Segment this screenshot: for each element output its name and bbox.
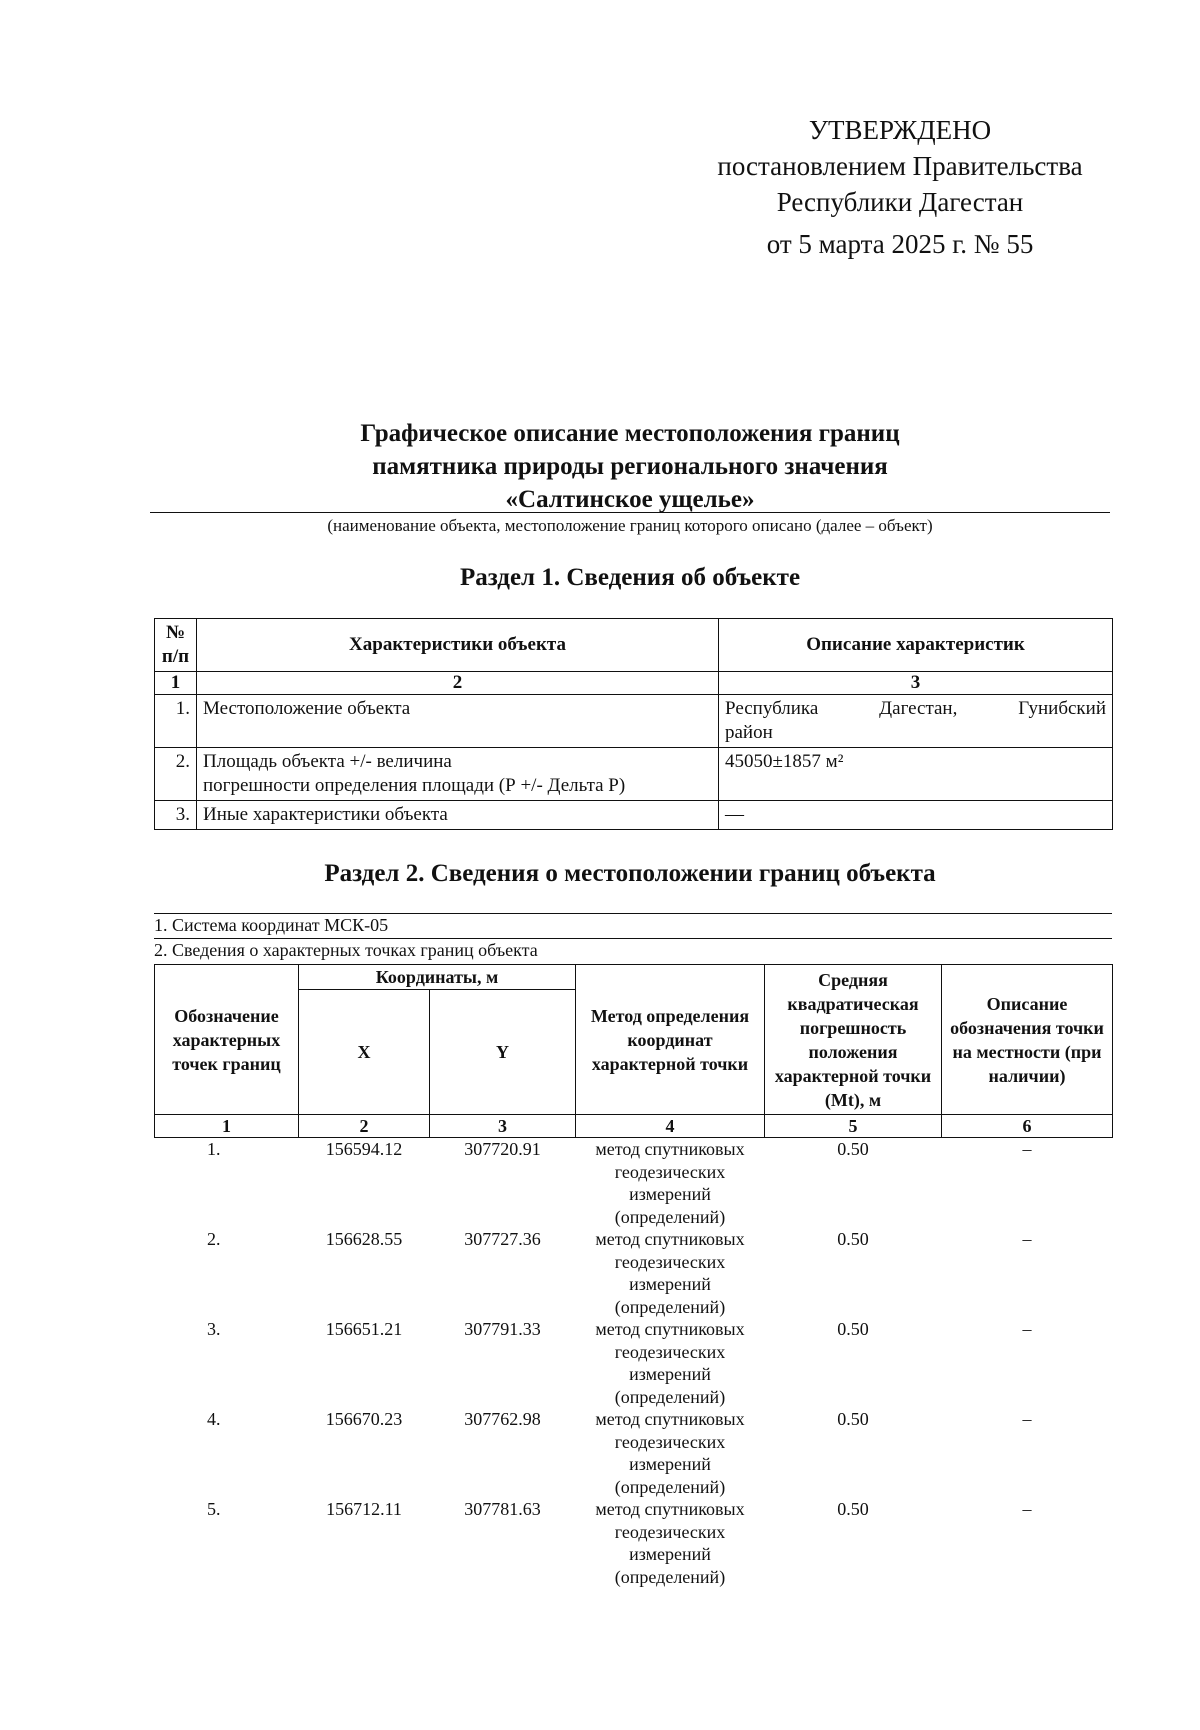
table-row (155, 801, 1113, 830)
row-number: 1. (155, 695, 197, 748)
characteristic-name: Иные характеристики объекта (197, 801, 719, 830)
table-row (155, 748, 1113, 801)
point-description: – (1022, 1409, 1032, 1429)
characteristic-name (197, 748, 719, 801)
table-header-row (155, 619, 1113, 672)
point-number: 3. (207, 1319, 221, 1339)
title-line: памятника природы регионального значения (372, 453, 888, 480)
value-line: район (725, 722, 773, 743)
characteristic-value: 45050±1857 м² (719, 748, 1113, 801)
point-mt: 0.50 (837, 1409, 869, 1429)
point-number: 4. (207, 1409, 221, 1429)
column-number: 1 (155, 672, 197, 695)
point-description: – (1022, 1139, 1032, 1159)
point-method: метод спутниковых геодезических измерений (определений) (595, 1409, 745, 1497)
object-info-table (154, 618, 1113, 830)
point-y: 307791.33 (464, 1319, 541, 1339)
column-number: 4 (576, 1115, 765, 1138)
row-number: 3. (155, 801, 197, 830)
column-number: 5 (765, 1115, 942, 1138)
approval-line: Республики Дагестан (776, 187, 1024, 217)
column-number: 3 (719, 672, 1113, 695)
table-header-row (155, 965, 1113, 990)
characteristic-value: — (719, 801, 1113, 830)
point-x: 156712.11 (326, 1499, 402, 1519)
row-number: 2. (155, 748, 197, 801)
header-cell: Описание характеристик (719, 619, 1113, 672)
title-line: Графическое описание местоположения границ (360, 420, 900, 447)
point-y: 307727.36 (464, 1229, 541, 1249)
header-x: X (299, 990, 430, 1115)
boundary-points-table (154, 964, 1113, 1588)
title-caption: (наименование объекта, местоположение границ которого описано (далее – объект) (327, 516, 933, 535)
points-title: 2. Сведения о характерных точках границ объекта (154, 938, 1112, 962)
header-coordinates: Координаты, м (299, 965, 576, 990)
point-description: – (1022, 1499, 1032, 1519)
characteristic-value (719, 695, 1113, 748)
point-mt: 0.50 (837, 1229, 869, 1249)
point-number: 5. (207, 1499, 221, 1519)
point-row (155, 1138, 1113, 1229)
title-line: «Салтинское ущелье» (505, 486, 755, 513)
point-description: – (1022, 1229, 1032, 1249)
point-y: 307720.91 (464, 1139, 541, 1159)
point-mt: 0.50 (837, 1319, 869, 1339)
title-underline (150, 512, 1110, 513)
column-number: 6 (942, 1115, 1113, 1138)
column-number: 2 (299, 1115, 430, 1138)
document-title (150, 417, 1110, 516)
coordinate-system: 1. Система координат МСК-05 (154, 913, 1112, 937)
point-mt: 0.50 (837, 1499, 869, 1519)
point-x: 156594.12 (325, 1139, 403, 1159)
point-x: 156670.23 (325, 1409, 403, 1429)
header-cell: № п/п (155, 619, 197, 672)
approval-date: от 5 марта 2025 г. № 55 (766, 229, 1034, 259)
approval-heading: УТВЕРЖДЕНО (808, 115, 992, 145)
column-number-row (155, 1115, 1113, 1138)
header-y: Y (430, 990, 576, 1115)
characteristic-name: Местоположение объекта (197, 695, 719, 748)
header-description: Описание обозначения точки на местности (при наличии) (942, 965, 1113, 1115)
approval-line: постановлением Правительства (717, 151, 1083, 181)
name-line: Площадь объекта +/- величина (203, 751, 452, 772)
point-x: 156628.55 (325, 1229, 403, 1249)
column-number: 2 (197, 672, 719, 695)
point-y: 307781.63 (464, 1499, 541, 1519)
header-designation: Обозначение характерных точек границ (155, 965, 299, 1115)
point-description: – (1022, 1319, 1032, 1339)
table-row (155, 695, 1113, 748)
name-line: погрешности определения площади (Р +/- Дельта Р) (203, 775, 626, 796)
column-number-row (155, 672, 1113, 695)
header-cell: Характеристики объекта (197, 619, 719, 672)
point-row (155, 1318, 1113, 1408)
point-number: 1. (207, 1139, 221, 1159)
point-method: метод спутниковых геодезических измерений (определений) (595, 1229, 745, 1317)
point-method: метод спутниковых геодезических измерений (определений) (595, 1139, 745, 1227)
header-method: Метод определения координат характерной точки (576, 965, 765, 1115)
point-row (155, 1498, 1113, 1588)
header-error: Средняя квадратическая погрешность положения характерной точки (Mt), м (765, 965, 942, 1115)
column-number: 3 (430, 1115, 576, 1138)
point-y: 307762.98 (464, 1409, 541, 1429)
point-x: 156651.21 (325, 1319, 403, 1339)
point-row (155, 1408, 1113, 1498)
point-mt: 0.50 (837, 1139, 869, 1159)
value-line: Республика Дагестан, Гунибский (725, 698, 1106, 719)
point-method: метод спутниковых геодезических измерений (определений) (595, 1319, 745, 1407)
column-number: 1 (155, 1115, 299, 1138)
section1-heading: Раздел 1. Сведения об объекте (459, 564, 801, 591)
point-number: 2. (207, 1229, 221, 1249)
point-method: метод спутниковых геодезических измерений (определений) (595, 1499, 745, 1587)
point-row (155, 1228, 1113, 1318)
approval-stamp (690, 112, 1110, 262)
section2-heading: Раздел 2. Сведения о местоположении границ объекта (324, 860, 936, 887)
